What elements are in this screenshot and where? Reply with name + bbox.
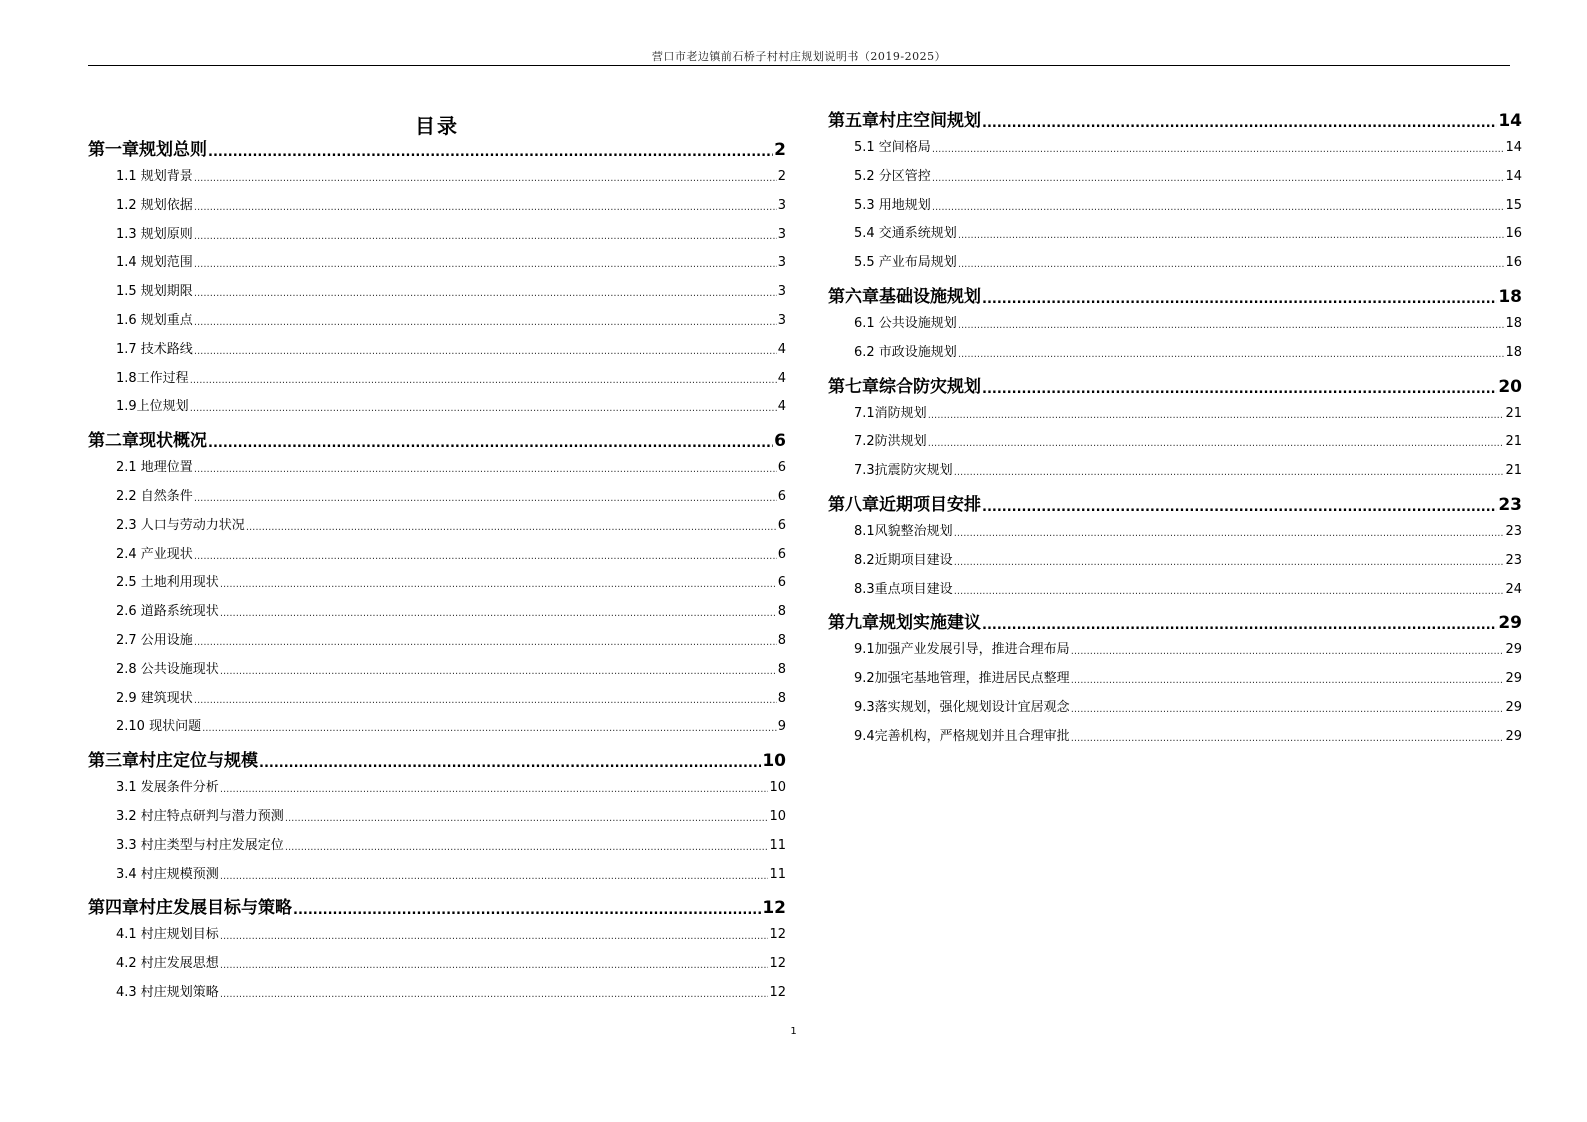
toc-section-entry[interactable] (88, 602, 786, 622)
dot-leader (982, 290, 1497, 310)
toc-entry-page: 29 (1505, 700, 1522, 715)
dot-leader (220, 868, 769, 885)
toc-entry-page: 18 (1498, 287, 1522, 307)
dot-leader (194, 170, 777, 187)
toc-section-entry[interactable] (88, 983, 786, 1003)
toc-entry-page: 12 (769, 985, 786, 1000)
toc-section-entry[interactable] (88, 545, 786, 565)
toc-section-entry[interactable] (88, 282, 786, 302)
toc-section-entry[interactable] (828, 253, 1522, 273)
toc-entry-page: 8 (777, 690, 786, 706)
toc-entry-page: 15 (1505, 197, 1522, 213)
toc-entry-label: 1.5 规划期限 (116, 284, 193, 300)
toc-entry-page: 10 (769, 809, 786, 824)
toc-chapter-entry[interactable] (828, 610, 1522, 636)
toc-entry-label: 2.4 产业现状 (116, 546, 193, 562)
toc-entry-label: 5.2 分区管控 (854, 168, 931, 184)
toc-entry-page: 14 (1505, 140, 1522, 155)
dot-leader (932, 170, 1505, 187)
toc-entry-page: 8 (777, 633, 786, 648)
toc-entry-page: 21 (1505, 434, 1522, 450)
toc-entry-label: 2.1 地理位置 (116, 460, 193, 476)
dot-leader (932, 199, 1505, 216)
toc-entry-label: 1.3 规划原则 (116, 226, 193, 242)
toc-entry-page: 6 (777, 489, 786, 504)
toc-entry-page: 6 (777, 575, 786, 591)
toc-section-entry[interactable] (88, 225, 786, 245)
toc-entry-label: 9.2加强宅基地管理，推进居民点整理 (854, 671, 1070, 687)
toc-section-entry[interactable] (88, 167, 786, 187)
dot-leader (259, 754, 761, 774)
toc-section-entry[interactable] (828, 314, 1522, 334)
dot-leader (1071, 701, 1505, 718)
toc-entry-page: 18 (1505, 316, 1522, 331)
toc-entry-label: 8.1风貌整治规划 (854, 524, 953, 539)
dot-leader (190, 400, 777, 417)
toc-entry-page: 3 (777, 284, 786, 300)
dot-leader (208, 434, 773, 454)
toc-entry-label: 第三章村庄定位与规模 (88, 751, 258, 772)
toc-entry-page: 16 (1505, 255, 1522, 271)
toc-section-entry[interactable] (88, 689, 786, 709)
dot-leader (982, 114, 1497, 134)
toc-section-entry[interactable] (88, 516, 786, 536)
dot-leader (194, 490, 777, 507)
toc-entry-page: 4 (777, 341, 786, 357)
dot-leader (958, 317, 1505, 334)
dot-leader (194, 285, 777, 302)
dot-leader (202, 720, 777, 737)
dot-leader (194, 461, 777, 478)
dot-leader (982, 616, 1497, 636)
running-header: 营口市老边镇前石桥子村村庄规划说明书（2019-2025） (651, 50, 947, 63)
dot-leader (220, 663, 777, 680)
toc-section-entry[interactable] (828, 432, 1522, 452)
toc-section-entry[interactable] (828, 224, 1522, 244)
toc-section-entry[interactable] (88, 340, 786, 360)
toc-entry-label: 第六章基础设施规划 (828, 287, 981, 307)
dot-leader (208, 143, 773, 163)
toc-section-entry[interactable] (828, 669, 1522, 689)
toc-section-entry[interactable] (828, 196, 1522, 216)
toc-entry-label: 7.3抗震防灾规划 (854, 463, 953, 479)
dot-leader (958, 227, 1505, 244)
toc-entry-page: 3 (777, 255, 786, 271)
dot-leader (928, 407, 1505, 424)
dot-leader (932, 141, 1505, 158)
dot-leader (1071, 672, 1505, 689)
toc-entry-label: 7.1消防规划 (854, 405, 927, 421)
toc-entry-page: 3 (777, 313, 786, 328)
toc-entry-label: 第四章村庄发展目标与策略 (88, 898, 292, 919)
toc-entry-label: 7.2防洪规划 (854, 434, 927, 450)
dot-leader (954, 525, 1505, 542)
toc-section-entry[interactable] (88, 196, 786, 216)
toc-entry-page: 6 (777, 460, 786, 476)
toc-entry-label: 4.3 村庄规划策略 (116, 985, 219, 1000)
toc-chapter-entry[interactable] (88, 895, 786, 921)
toc-entry-label: 8.3重点项目建设 (854, 581, 953, 597)
dot-leader (194, 314, 777, 331)
toc-section-entry[interactable] (88, 458, 786, 478)
dot-leader (220, 605, 777, 622)
toc-chapter-entry[interactable] (828, 492, 1522, 518)
toc-section-entry[interactable] (88, 631, 786, 651)
toc-entry-label: 2.6 道路系统现状 (116, 604, 219, 620)
toc-entry-label: 第五章村庄空间规划 (828, 111, 981, 131)
toc-entry-page: 12 (769, 956, 786, 972)
toc-entry-page: 2 (774, 140, 786, 160)
toc-entry-page: 21 (1505, 463, 1522, 479)
toc-chapter-entry[interactable] (828, 108, 1522, 134)
toc-entry-page: 11 (769, 866, 786, 882)
toc-entry-page: 23 (1505, 524, 1522, 539)
dot-leader (194, 634, 777, 651)
toc-entry-page: 21 (1505, 405, 1522, 421)
toc-entry-page: 8 (777, 661, 786, 677)
toc-section-entry[interactable] (88, 925, 786, 945)
toc-entry-page: 14 (1498, 111, 1522, 131)
toc-entry-label: 5.5 产业布局规划 (854, 255, 957, 271)
toc-entry-label: 5.3 用地规划 (854, 197, 931, 213)
toc-section-entry[interactable] (88, 487, 786, 507)
dot-leader (194, 256, 777, 273)
toc-entry-page: 10 (769, 780, 786, 796)
dot-leader (1071, 643, 1505, 660)
toc-entry-label: 1.8工作过程 (116, 370, 189, 386)
dot-leader (1071, 730, 1505, 747)
toc-entry-page: 29 (1498, 613, 1522, 634)
toc-entry-label: 1.1 规划背景 (116, 169, 193, 184)
header-divider (88, 65, 1510, 66)
dot-leader (220, 986, 769, 1003)
toc-section-entry[interactable] (88, 573, 786, 593)
toc-entry-page: 18 (1505, 344, 1522, 360)
toc-section-entry[interactable] (828, 551, 1522, 571)
dot-leader (954, 583, 1505, 600)
toc-section-entry[interactable] (828, 343, 1522, 363)
toc-section-entry[interactable] (88, 778, 786, 798)
dot-leader (285, 810, 769, 827)
toc-section-entry[interactable] (828, 580, 1522, 600)
toc-entry-label: 2.5 土地利用现状 (116, 575, 219, 591)
toc-entry-label: 2.7 公用设施 (116, 633, 193, 648)
dot-leader (293, 901, 761, 921)
toc-entry-page: 3 (777, 226, 786, 242)
toc-section-entry[interactable] (88, 253, 786, 273)
toc-entry-page: 29 (1505, 728, 1522, 744)
toc-section-entry[interactable] (828, 522, 1522, 542)
toc-chapter-entry[interactable] (828, 374, 1522, 400)
toc-chapter-entry[interactable] (88, 137, 786, 163)
toc-entry-page: 6 (774, 431, 786, 452)
toc-entry-page: 3 (777, 197, 786, 213)
dot-leader (190, 372, 777, 389)
toc-entry-label: 第八章近期项目安排 (828, 495, 981, 515)
toc-entry-label: 第七章综合防灾规划 (828, 376, 981, 397)
toc-entry-label: 9.4完善机构，严格规划并且合理审批 (854, 728, 1070, 744)
toc-section-entry[interactable] (828, 698, 1522, 718)
toc-entry-label: 3.2 村庄特点研判与潜力预测 (116, 809, 284, 824)
toc-entry-page: 29 (1505, 671, 1522, 687)
dot-leader (958, 256, 1505, 273)
dot-leader (285, 839, 769, 856)
toc-entry-page: 12 (769, 927, 786, 943)
toc-entry-label: 3.4 村庄规模预测 (116, 866, 219, 882)
dot-leader (194, 548, 777, 565)
toc-entry-page: 11 (769, 837, 786, 853)
toc-section-entry[interactable] (88, 954, 786, 974)
toc-entry-label: 1.6 规划重点 (116, 313, 193, 328)
dot-leader (194, 199, 777, 216)
toc-section-entry[interactable] (88, 397, 786, 417)
toc-entry-label: 2.9 建筑现状 (116, 690, 193, 706)
toc-entry-label: 5.1 空间格局 (854, 140, 931, 155)
dot-leader (954, 464, 1505, 481)
dot-leader (982, 380, 1497, 400)
toc-entry-page: 20 (1498, 376, 1522, 397)
toc-section-entry[interactable] (88, 836, 786, 856)
toc-entry-label: 5.4 交通系统规划 (854, 226, 957, 242)
toc-entry-page: 10 (762, 751, 786, 772)
toc-entry-page: 23 (1498, 495, 1522, 515)
toc-entry-label: 1.7 技术路线 (116, 341, 193, 357)
toc-entry-label: 9.3落实规划，强化规划设计宜居观念 (854, 700, 1070, 715)
toc-entry-page: 24 (1505, 581, 1522, 597)
toc-section-entry[interactable] (88, 807, 786, 827)
toc-chapter-entry[interactable] (88, 748, 786, 774)
toc-section-entry[interactable] (828, 727, 1522, 747)
toc-entry-label: 1.2 规划依据 (116, 197, 193, 213)
toc-entry-page: 16 (1505, 226, 1522, 242)
toc-entry-label: 第九章规划实施建议 (828, 613, 981, 634)
toc-entry-label: 2.2 自然条件 (116, 489, 193, 504)
toc-section-entry[interactable] (828, 404, 1522, 424)
dot-leader (958, 346, 1505, 363)
dot-leader (220, 928, 769, 945)
dot-leader (928, 435, 1505, 452)
dot-leader (246, 519, 777, 536)
toc-section-entry[interactable] (828, 640, 1522, 660)
toc-entry-page: 6 (777, 546, 786, 562)
toc-entry-page: 23 (1505, 552, 1522, 568)
toc-entry-page: 12 (762, 898, 786, 919)
toc-entry-label: 4.1 村庄规划目标 (116, 927, 219, 943)
toc-section-entry[interactable] (828, 461, 1522, 481)
toc-entry-label: 2.3 人口与劳动力状况 (116, 517, 245, 533)
dot-leader (194, 343, 777, 360)
toc-chapter-entry[interactable] (828, 284, 1522, 310)
dot-leader (220, 957, 769, 974)
toc-section-entry[interactable] (88, 311, 786, 331)
dot-leader (220, 781, 769, 798)
toc-entry-label: 8.2近期项目建设 (854, 552, 953, 568)
toc-entry-label: 1.4 规划范围 (116, 255, 193, 271)
dot-leader (220, 576, 777, 593)
toc-entry-page: 14 (1505, 168, 1522, 184)
toc-entry-page: 6 (777, 517, 786, 533)
toc-entry-label: 2.10 现状问题 (116, 719, 202, 735)
toc-entry-page: 4 (777, 370, 786, 386)
dot-leader (194, 692, 777, 709)
dot-leader (194, 228, 777, 245)
toc-title: 目录 (415, 114, 459, 138)
toc-entry-label: 2.8 公共设施现状 (116, 661, 219, 677)
toc-section-entry[interactable] (828, 167, 1522, 187)
toc-entry-label: 3.1 发展条件分析 (116, 780, 219, 796)
toc-entry-label: 3.3 村庄类型与村庄发展定位 (116, 837, 284, 853)
toc-entry-label: 4.2 村庄发展思想 (116, 956, 219, 972)
toc-entry-page: 8 (777, 604, 786, 620)
toc-entry-label: 第二章现状概况 (88, 431, 207, 452)
toc-section-entry[interactable] (88, 660, 786, 680)
dot-leader (982, 498, 1497, 518)
toc-entry-page: 2 (777, 169, 786, 184)
toc-entry-label: 9.1加强产业发展引导，推进合理布局 (854, 642, 1070, 658)
toc-entry-page: 4 (777, 399, 786, 415)
toc-section-entry[interactable] (88, 865, 786, 885)
page-number: 1 (790, 1026, 797, 1037)
toc-entry-page: 29 (1505, 642, 1522, 658)
toc-entry-label: 6.2 市政设施规划 (854, 344, 957, 360)
toc-chapter-entry[interactable] (88, 428, 786, 454)
toc-section-entry[interactable] (828, 138, 1522, 158)
dot-leader (954, 554, 1505, 571)
toc-section-entry[interactable] (88, 369, 786, 389)
toc-entry-label: 第一章规划总则 (88, 140, 207, 160)
toc-entry-label: 1.9上位规划 (116, 399, 189, 415)
toc-entry-label: 6.1 公共设施规划 (854, 316, 957, 331)
toc-entry-page: 9 (777, 719, 786, 735)
toc-section-entry[interactable] (88, 717, 786, 737)
